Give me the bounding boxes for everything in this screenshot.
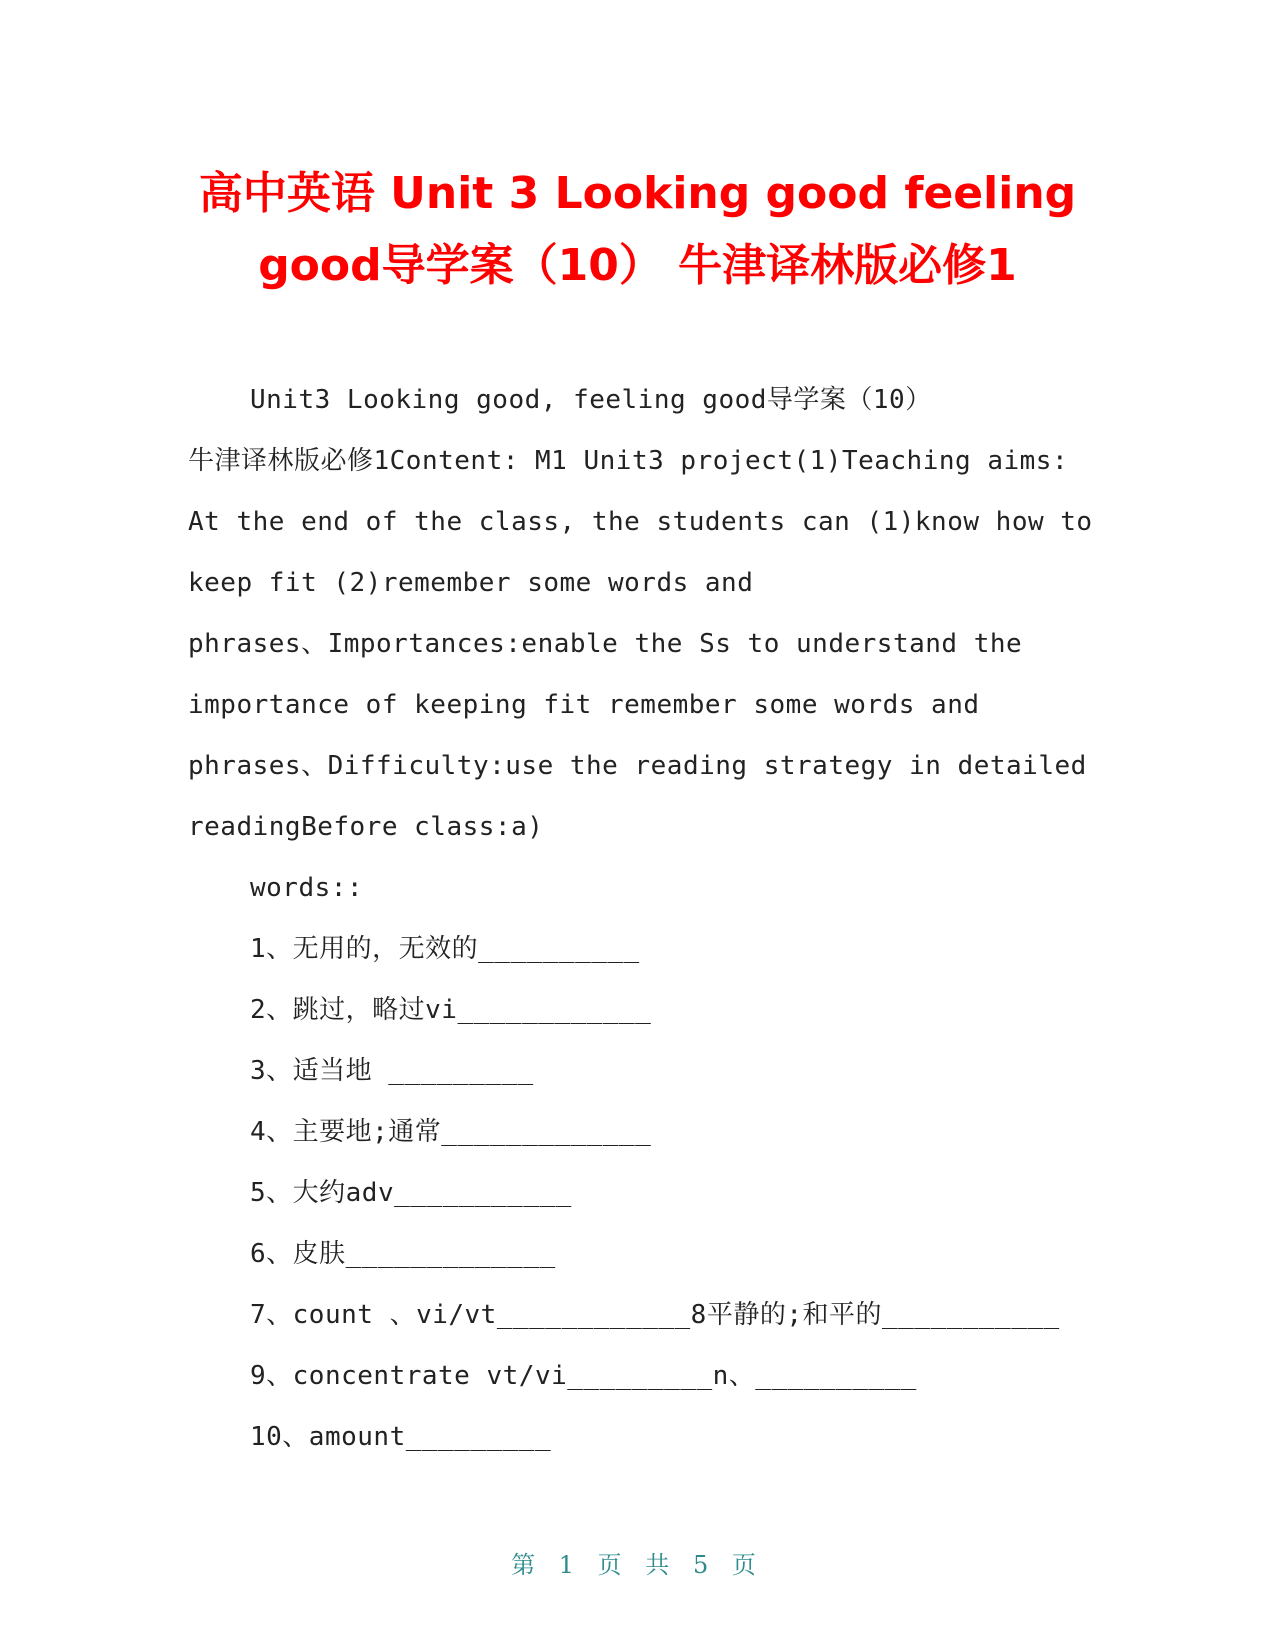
exercise-item-5: 5、大约adv___________ xyxy=(250,1178,572,1208)
title-line-2: good导学案（10） 牛津译林版必修1 xyxy=(258,240,1017,291)
text-line-content: 牛津译林版必修1Content: M1 Unit3 project(1)Teaching aims: xyxy=(188,446,1069,476)
exercise-item-3: 3、适当地 _________ xyxy=(250,1056,534,1086)
document-title xyxy=(150,158,1125,302)
exercise-item-6: 6、皮肤_____________ xyxy=(250,1239,556,1269)
exercise-item-7-8: 7、count 、vi/vt____________8平静的;和平的___________ xyxy=(250,1300,1060,1330)
exercise-item-2: 2、跳过，略过vi____________ xyxy=(250,995,652,1025)
text-line-difficulty: phrases、Difficulty:use the reading strategy in detailed xyxy=(188,751,1087,781)
text-line-before-class: readingBefore class:a) xyxy=(188,812,544,842)
exercise-item-1: 1、无用的，无效的__________ xyxy=(250,934,640,964)
document-body xyxy=(188,370,1093,1468)
text-line-intro: Unit3 Looking good, feeling good导学案（10） xyxy=(250,385,932,415)
exercise-item-10: 10、amount_________ xyxy=(250,1422,552,1452)
text-line-aims: At the end of the class, the students can (1)know how to xyxy=(188,507,1093,537)
text-line-importances-cont: importance of keeping fit remember some words and xyxy=(188,690,980,720)
text-line-importances: phrases、Importances:enable the Ss to understand the xyxy=(188,629,1023,659)
section-heading-words: words:: xyxy=(250,873,364,903)
exercise-item-9: 9、concentrate vt/vi_________n、__________ xyxy=(250,1361,917,1391)
page-number-footer: 第 1 页 共 5 页 xyxy=(511,1551,764,1579)
title-line-1: 高中英语 Unit 3 Looking good feeling xyxy=(198,168,1077,219)
exercise-item-4: 4、主要地;通常_____________ xyxy=(250,1117,652,1147)
text-line-aims-cont: keep fit (2)remember some words and xyxy=(188,568,754,598)
